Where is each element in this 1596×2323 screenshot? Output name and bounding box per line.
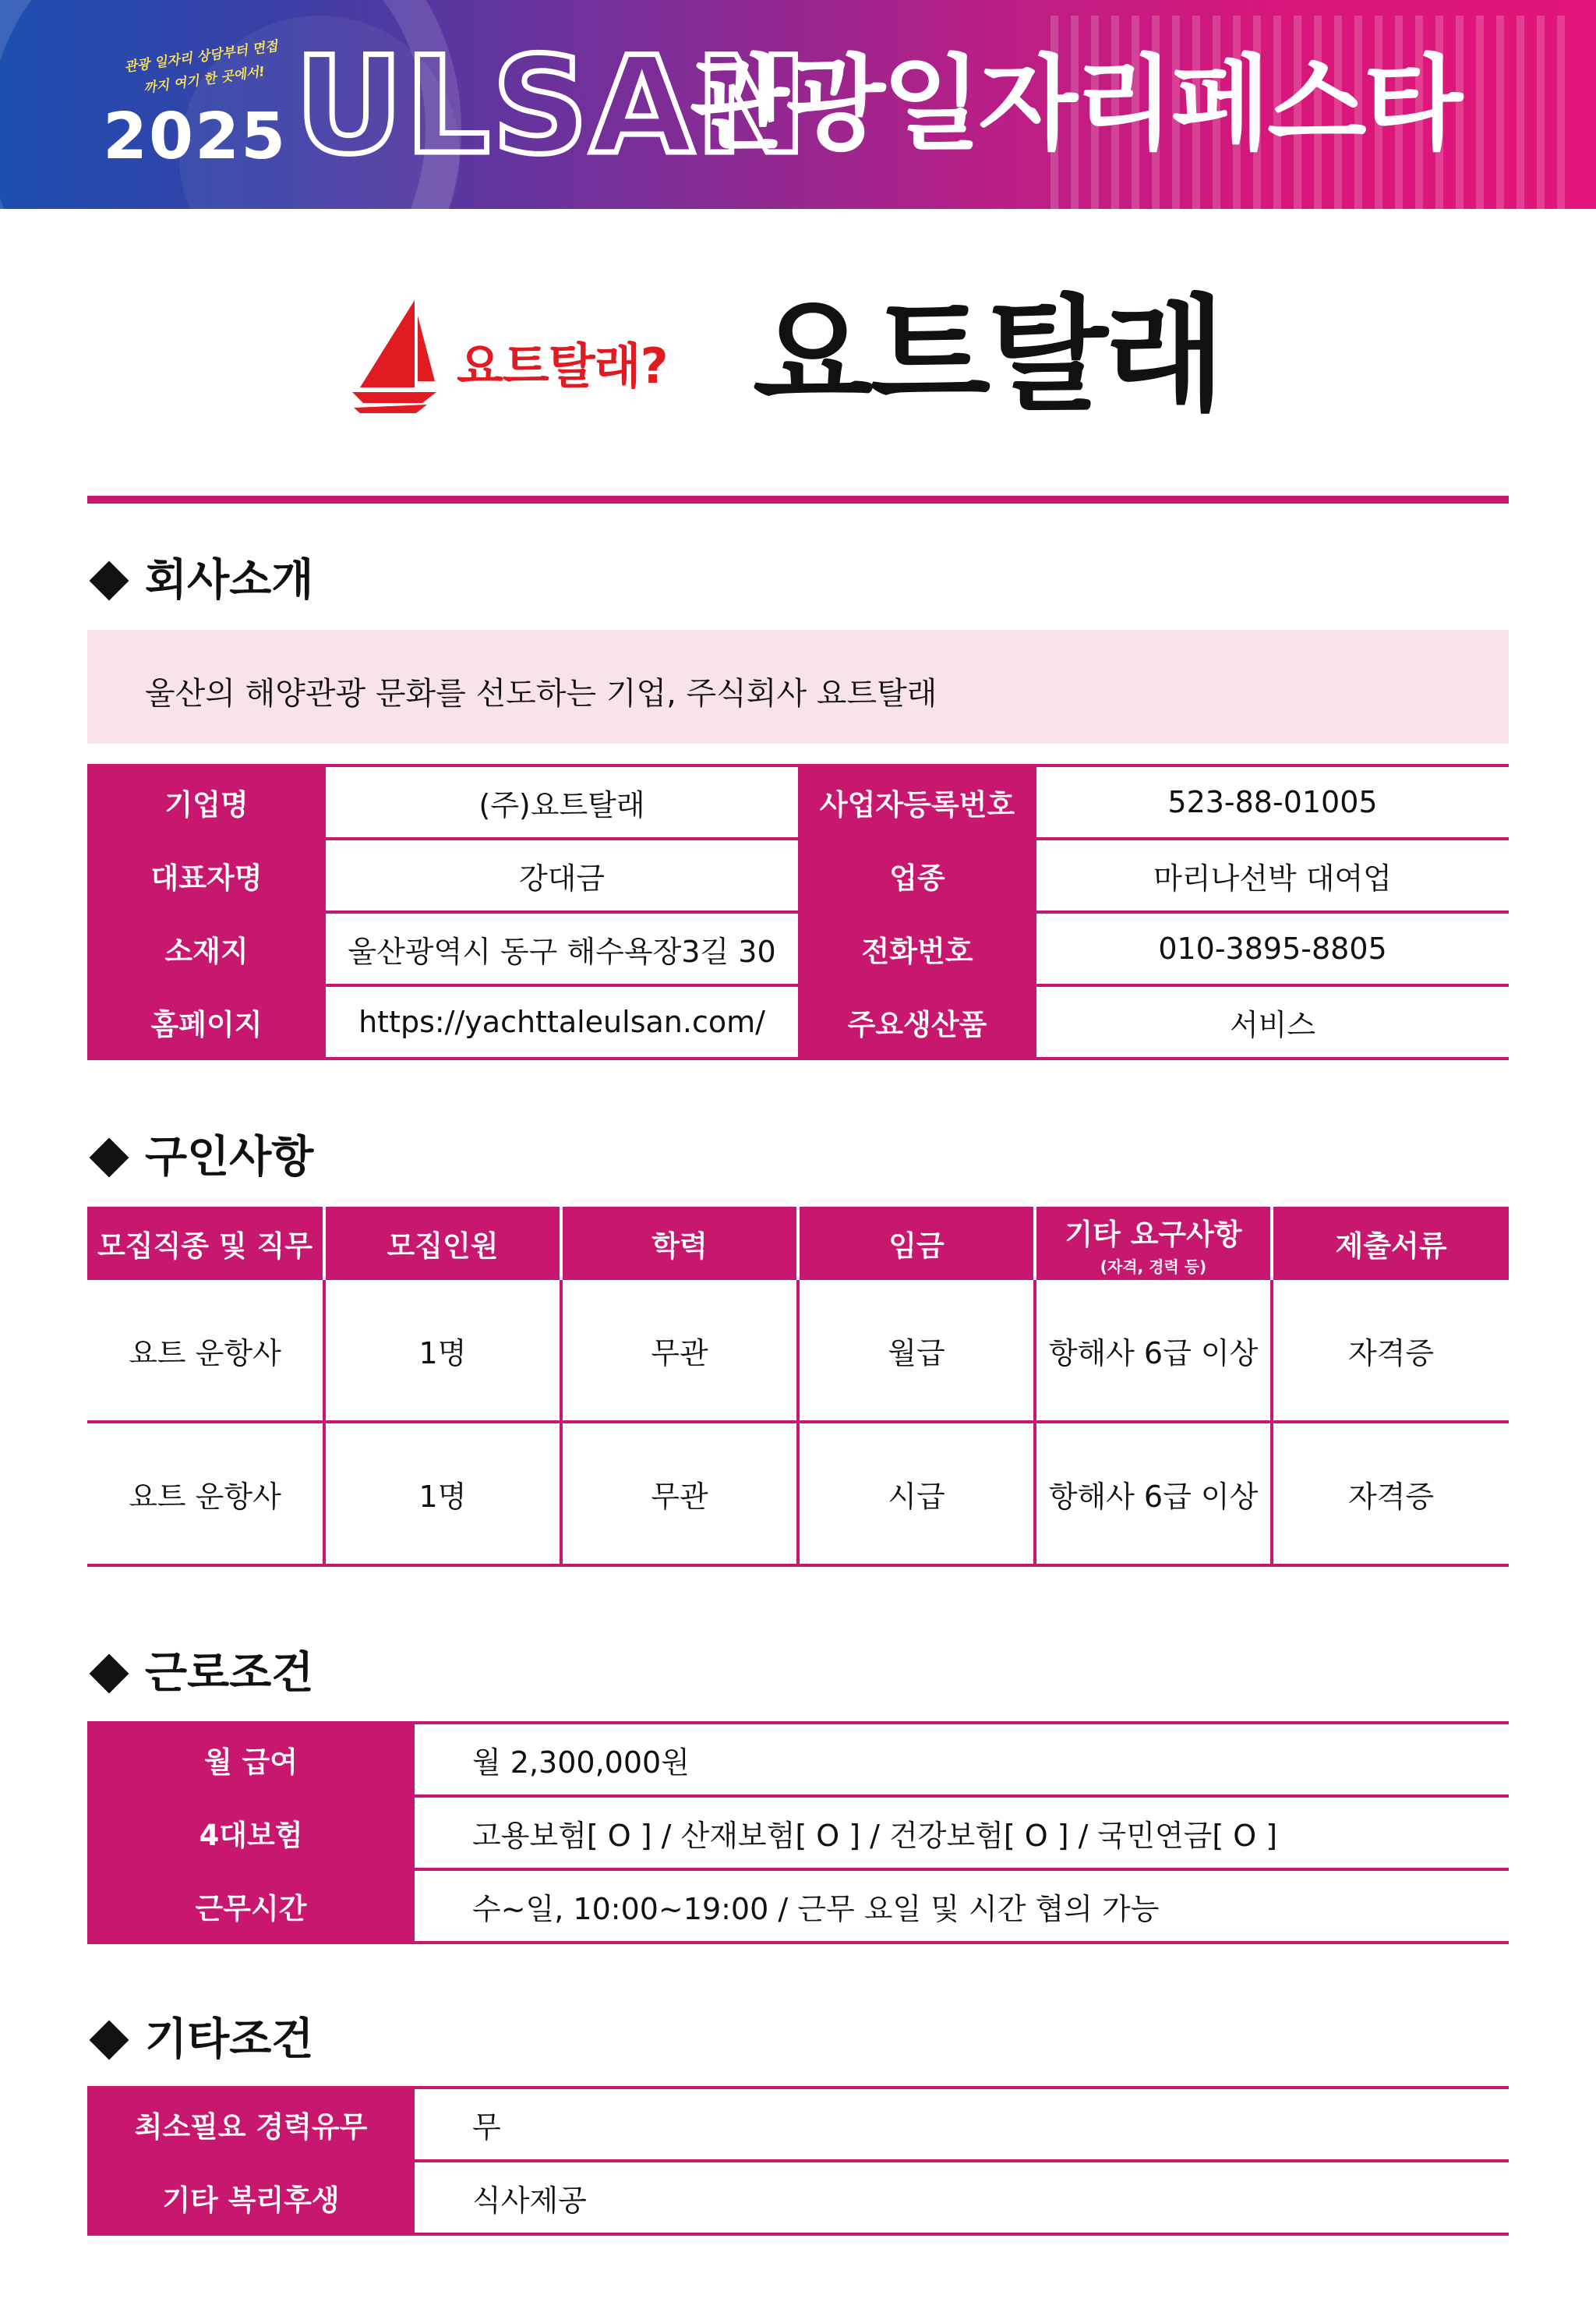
column-header-education: 학력	[561, 1207, 798, 1280]
info-value: 마리나선박 대여업	[1036, 839, 1509, 912]
section-heading-intro	[87, 546, 313, 608]
job-education: 무관	[561, 1422, 798, 1565]
info-label: 사업자등록번호	[798, 765, 1036, 839]
info-label: 기업명	[87, 765, 326, 839]
section-heading-jobs	[87, 1123, 313, 1185]
job-wage: 월급	[798, 1280, 1035, 1422]
condition-value: 무	[415, 2088, 1509, 2161]
column-header-documents: 제출서류	[1272, 1207, 1509, 1280]
info-label: 대표자명	[87, 839, 326, 912]
job-documents: 자격증	[1272, 1280, 1509, 1422]
condition-value: 고용보험[ O ] / 산재보험[ O ] / 건강보험[ O ] / 국민연금[ O ]	[415, 1796, 1509, 1869]
condition-value: 월 2,300,000원	[415, 1723, 1509, 1796]
diamond-bullet-icon	[90, 2020, 129, 2060]
column-header-position: 모집직종 및 직무	[87, 1207, 324, 1280]
table-row	[87, 985, 1509, 1059]
job-documents: 자격증	[1272, 1422, 1509, 1565]
job-count: 1명	[324, 1422, 561, 1565]
job-other: 항해사 6급 이상	[1035, 1280, 1272, 1422]
company-intro-box	[87, 630, 1509, 744]
title-divider	[87, 496, 1509, 504]
table-row	[87, 765, 1509, 839]
company-logo-text: 요트탈래?	[457, 338, 668, 394]
info-value: 010-3895-8805	[1036, 912, 1509, 985]
column-header-other-label: 기타 요구사항	[1065, 1217, 1242, 1251]
other-conditions-table	[87, 2086, 1509, 2236]
job-openings-table	[87, 1207, 1509, 1567]
column-header-count: 모집인원	[324, 1207, 561, 1280]
table-row	[87, 839, 1509, 912]
column-header-other-sub: (자격, 경력 등)	[1100, 1257, 1207, 1276]
job-position: 요트 운항사	[87, 1280, 324, 1422]
banner-festa-title: 관광일자리페스타	[690, 44, 1460, 164]
table-row	[87, 2161, 1509, 2234]
festival-banner	[0, 0, 1596, 209]
column-header-wage: 임금	[798, 1207, 1035, 1280]
info-label: 전화번호	[798, 912, 1036, 985]
condition-label: 기타 복리후생	[87, 2161, 415, 2234]
info-value: 강대금	[326, 839, 798, 912]
table-row	[87, 1422, 1509, 1565]
condition-value: 식사제공	[415, 2161, 1509, 2234]
table-row	[87, 1796, 1509, 1869]
info-label: 소재지	[87, 912, 326, 985]
info-value: 울산광역시 동구 해수욕장3길 30	[326, 912, 798, 985]
section-heading-other	[87, 2005, 313, 2067]
diamond-bullet-icon	[90, 1137, 129, 1177]
sailboat-logo-icon	[352, 300, 438, 413]
condition-label: 4대보험	[87, 1796, 415, 1869]
info-label: 주요생산품	[798, 985, 1036, 1059]
homepage-link[interactable]: https://yachttaleulsan.com/	[326, 985, 798, 1059]
job-position: 요트 운항사	[87, 1422, 324, 1565]
section-heading-work-label: 근로조건	[145, 1648, 314, 1699]
diamond-bullet-icon	[90, 1653, 129, 1693]
condition-label: 근무시간	[87, 1869, 415, 1943]
job-other: 항해사 6급 이상	[1035, 1422, 1272, 1565]
info-label: 업종	[798, 839, 1036, 912]
column-header-other	[1035, 1207, 1272, 1280]
info-value: 523-88-01005	[1036, 765, 1509, 839]
job-education: 무관	[561, 1280, 798, 1422]
diamond-bullet-icon	[90, 560, 129, 600]
job-count: 1명	[324, 1280, 561, 1422]
condition-label: 최소필요 경력유무	[87, 2088, 415, 2161]
work-conditions-table	[87, 1721, 1509, 1944]
table-row	[87, 912, 1509, 985]
table-row	[87, 1869, 1509, 1943]
company-intro-text: 울산의 해양관광 문화를 선도하는 기업, 주식회사 요트탈래	[145, 676, 937, 712]
section-heading-jobs-label: 구인사항	[145, 1132, 314, 1183]
table-row	[87, 2088, 1509, 2161]
table-row	[87, 1723, 1509, 1796]
condition-label: 월 급여	[87, 1723, 415, 1796]
info-value: (주)요트탈래	[326, 765, 798, 839]
section-heading-intro-label: 회사소개	[145, 555, 314, 606]
job-wage: 시급	[798, 1422, 1035, 1565]
banner-year: 2025	[103, 100, 288, 174]
company-name-title: 요트탈래	[753, 282, 1223, 428]
condition-value: 수~일, 10:00~19:00 / 근무 요일 및 시간 협의 가능	[415, 1869, 1509, 1943]
section-heading-work	[87, 1639, 313, 1701]
banner-ulsan-wordmark: ULSAN	[295, 27, 810, 184]
table-header-row	[87, 1207, 1509, 1280]
info-label: 홈페이지	[87, 985, 326, 1059]
info-value: 서비스	[1036, 985, 1509, 1059]
section-heading-other-label: 기타조건	[145, 2014, 314, 2065]
banner-slogan: 관광 일자리 상담부터 면접까지 여기 한 곳에서!	[123, 38, 279, 97]
table-row	[87, 1280, 1509, 1422]
company-info-table	[87, 764, 1509, 1060]
